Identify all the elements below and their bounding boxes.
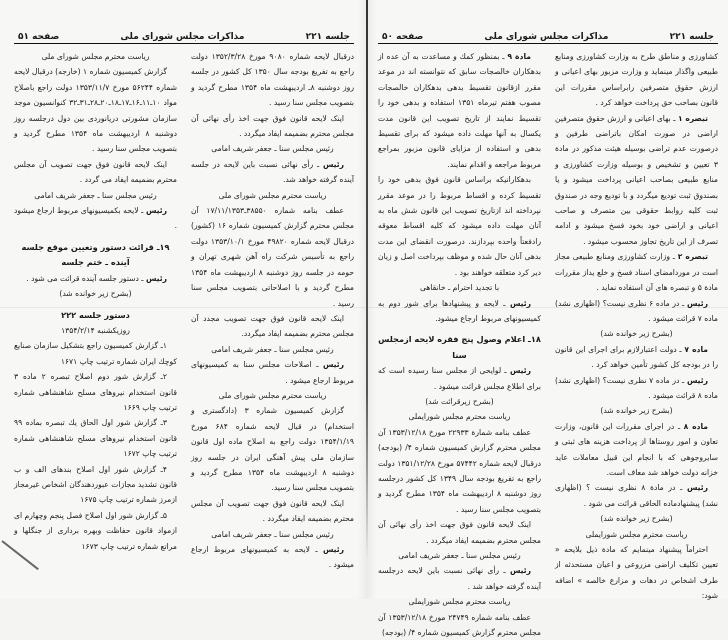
publication-title: مذاکرات مجلس شورای ملی	[120, 32, 245, 42]
centered-line: (بشرح زیر خوانده شد)	[600, 329, 673, 339]
paragraph: درقبال لایحه شماره ۹۰۸۰ مورخ ۱۳۵۲/۳/۲۸ دولت راجع به تفریغ بودجه سال ۱۳۵۰ کل کشور در جلسه روز دوشنبه ۸ـ اردیبهشت ماه ۱۳۵۴ مطرح گردید و بتصویب مجلس سنا رسید .	[191, 52, 355, 108]
speaker-text: ـ در ماده ۷ نظری نیست؟ (اظهاری نشد) ماده ۸ قرائت میشود .	[555, 375, 718, 400]
speaker-text: ـ اصلاحات مجلس سنا به کمیسیونهای مربوط ارجاع میشود .	[191, 360, 354, 385]
speaker-text: ـ رأی نهائی نسبت باین لایحه در جلسه آینده گرفته خواهد شد.	[191, 159, 354, 185]
speaker-paragraph	[555, 342, 718, 373]
centered-line: ریاست محترم مجلس شورای ملی	[218, 390, 327, 400]
speaker-paragraph	[14, 271, 177, 286]
right-page-right-column	[555, 49, 718, 640]
paragraph: اینک لایحه قانون فوق جهت تصویب آن مجلس محترم بضمیمه ایفاد میگردد .	[191, 498, 354, 524]
speaker-paragraph	[191, 357, 354, 388]
speaker-paragraph	[555, 249, 718, 295]
centered-line: (بشرح زیر خوانده شد)	[59, 289, 132, 299]
centered-line: رئیس مجلس سنا ـ جعفر شریف امامی	[34, 190, 157, 200]
speaker-label: ماده ۷	[684, 344, 709, 354]
speaker-text: ـ وزارت کشاورزی ومنابع طبیعی مجاز است در موردامضای اسناد فسخ و خلع یداز مقررات مادة ۵ و تبصره های آن استفاده نماید .	[555, 252, 718, 293]
speaker-text: ـ دولت اعتبارلازم برای اجرای این قانون را در بودجه کل کشور تأمین خواهد کرد .	[555, 344, 718, 370]
speaker-label: رئیس	[145, 206, 167, 216]
speaker-paragraph	[14, 203, 177, 234]
paragraph: اینک لایحه قانون فوق جهت تصویب مجدد آن مجلس محترم بضمیمه ایفاد میگردد.	[191, 313, 354, 339]
speaker-paragraph	[555, 111, 718, 250]
right-page-header	[378, 30, 718, 44]
speaker-text: ـ در مادة ۸ نظری نیست ؟ (اظهاری نشد) پیشنهادماده الحاقی قرائت می شود .	[555, 483, 718, 508]
paragraph: کشاورزی و مناطق طرح به وزارت کشاورزی ومنابع طبیعی واگذار مینماید و وزارت مزبور بهای اعیانی و ارزش حقوق متصرفین رابراساس مقررات این قانون بصاحب حق پرداخت خواهد کرد .	[555, 52, 718, 108]
session-number: جلسه ۲۲۱	[305, 32, 350, 42]
speaker-label: ماده ۸	[683, 421, 709, 431]
centered-line: رئیس مجلس سنا ـ جعفر شریف امامی	[211, 144, 334, 154]
paragraph: اینک لایحه قانون فوق جهت تصویب آن مجلس محترم بضمیمه ایفاد می گردد .	[14, 159, 177, 185]
paragraph: گزارش کمیسیون شماره ۳ (دادگستری و استخدام) در قبال لایحه شماره ۶۸۴ مورخ ۱۳۵۴/۱/۱۹ دولت راجع به اصلاح ماده اول قانون سازمان ملی پیش آهنگی ایران در جلسه روز دوشنبه ۸ اردیبهشت ماه ۱۳۵۴ مطرح گردید و بتصویب مجلس سنا رسید.	[191, 406, 354, 493]
paragraph: اینک لایحه قانون فوق جهت اخذ رأی نهائی آن مجلس محترم بضمیمه ایفاد میگردد .	[191, 113, 354, 139]
speaker-label: رئیس	[322, 545, 344, 554]
speaker-label: رئیس	[686, 375, 708, 385]
speaker-label: رئیس	[686, 483, 709, 493]
left-page-right-column	[191, 49, 354, 573]
speaker-paragraph	[191, 157, 354, 188]
left-page-columns	[14, 49, 354, 573]
centered-line: رئیس مجلس سنا ـ جعفر شریف امامی	[211, 529, 334, 539]
speaker-text: ـ لوایحی از مجلس سنا رسیده است که برای اطلاع مجلس قرائت میشود .	[378, 366, 541, 391]
right-page	[378, 30, 718, 640]
speaker-label: رئیس	[509, 366, 531, 376]
speaker-text: ـ رأی نهائی نسبت باین لایحه درجلسه آینده گرفته خواهد شد .	[378, 566, 541, 591]
speaker-label: رئیس	[322, 360, 344, 370]
speaker-label: رئیس	[509, 298, 531, 308]
paragraph: عطف بنامه شماره ۳۸۵۵۰ـ۱۷/۱۱/۱۳۵۳ آن مجلس محترم گزارش کمیسیون شماره ۱۶ (کشور) درقبال لایحه شماره ۴۹۸۲۰ مورخ ۱۳۵۳/۱۰/۱ دولت راجع به تأسیس شرکت راه آهن شهری تهران و حومه در جلسه روز دوشنبه ۸ اردیبهشت ماه ۱۳۵۴ مطرح گردید و با اصلاحاتی بتصویب مجلس سنا رسید .	[191, 206, 355, 308]
paragraph: ۱ـ گزارش کمیسیون راجع بتشکیل سازمان صنایع کوچك ایران شماره ترتیب چاپ ۱۶۷۱	[14, 341, 177, 366]
speaker-label: تبصره ۲	[677, 252, 708, 262]
speaker-paragraph	[555, 296, 718, 327]
speaker-text: ـ بمنظور کمك و مساعدت به آن عده از بدهکاران خالصجات سابق که نتوانسته اند در موعد مقرر ازقانون تقسیط بدهی بدهکاران خالصجات مصوب هفتم تیرماه ۱۳۵۱ استفاده و بدهی خود را تقسیط نمایند از تاریخ تصویب این قانون مدت یکسال به آنها مهلت داده میشود که برای تقسیط بدهی و استفاده از مزایای قانون مزبور بمراجع مربوط مراجعه و اقدام نمایند.	[378, 52, 541, 169]
speaker-label: رئیس	[686, 298, 708, 308]
section-heading: دستور جلسه ۲۲۲	[61, 309, 130, 320]
speaker-label: تبصره ۱	[677, 113, 708, 123]
publication-title: مذاکرات مجلس شورای ملی	[484, 32, 609, 42]
speaker-paragraph	[191, 542, 354, 573]
speaker-text: ـ لایحه به کمیسیونهای مربوط ارجاع میشود .	[191, 545, 354, 570]
centered-line: (بشرح زیرقرائت شد)	[425, 396, 494, 406]
session-number: جلسه ۲۲۱	[669, 32, 714, 42]
right-page-columns	[378, 49, 718, 640]
speaker-label: مادة ۹	[507, 52, 531, 61]
centered-line: (بشرح زیر خوانده شد)	[600, 514, 673, 524]
paragraph: احتراماً پیشنهاد مینمایم که مادة ذیل بلایحه « تعیین تکلیف اراضی مزروعی و اعیان مستحدثه از طرف اشخاص در دهات و مزارع خالصه » اضافه شود:	[555, 545, 718, 601]
speaker-paragraph	[378, 363, 541, 394]
speaker-text: ـ لایحه و پیشنهادها برای شور دوم به کمیسیونهای مربوط ارجاع میشود.	[378, 298, 541, 323]
right-page-left-column	[378, 49, 541, 640]
speaker-paragraph	[378, 563, 541, 594]
speaker-label: رئیس	[509, 566, 531, 576]
centered-line: (بشرح زیر خوانده شد)	[600, 406, 673, 416]
centered-line: ریاست محترم مجلس شورایملی	[408, 597, 511, 607]
left-page-left-column	[14, 49, 177, 573]
speaker-paragraph	[555, 373, 718, 404]
paragraph: عطف بنامه شماره ۲۴۷۴۹ مورخ ۱۳۵۳/۱۲/۱۸ آن مجلس محترم گزارش کمیسیون شماره ۴/ (بودجه)	[378, 612, 541, 638]
speaker-paragraph	[555, 419, 718, 481]
paragraph: گزارش کمیسیون شماره ۱ (خارجه) درقبال لایحه شماره ۵۶۲۴۴ مورخ ۱۳۵۳/۱۱/۷ دولت راجع باصلاح مواد ۱۰ـ۱۱ـ۱۶ـ۱۷ـ۱۸ـ۲۰ـ۲۸ـ۳۱ـ۳۲ کنوانسیون موجد سازمان مشورتی دریانوردی بین دول درجلسه روز دوشنبه ۸ اردیبهشت ماه ۱۳۵۴ مطرح گردید و بتصویب مجلس سنا رسید .	[14, 67, 177, 154]
paragraph: ۳ـ گزارش شور اول الحاق یك تبصره بماده ۹۹ قانون استخدام نیروهای مسلح شاهنشاهی شماره ترتیب چاپ ۱۶۷۲	[14, 418, 177, 459]
centered-line: ریاست محترم مجلس شورای ملی	[218, 190, 327, 200]
paragraph: ۲ـ گزارش شور دوم اصلاح تبصره ۲ ماده ۳ قانون استخدام نیروهای مسلح شاهنشاهی شماره ترتیب چاپ ۱۶۶۹	[14, 372, 177, 412]
section-heading: ۱۹ـ قرائت دستور وتعیین موقع جلسه آینده ـ ختم جلسه	[21, 241, 170, 268]
paragraph: عطف بنامه شمارة ۲۲۹۳۳ مورخ ۱۳۵۳/۱۲/۱۸ آن مجلس محترم گزارش کمیسیون شماره ۴/ (بودجه) درقبال لایحه شماره ۵۷۴۴۲ مورخ ۱۳۵۱/۱۲/۲۸ دولت راجع به تفریغ بودجه سال ۱۳۴۹ کل کشور درجلسه روز دوشنبه ۸ اردیبهشت ماه ۱۳۵۴ مطرح گردید و بتصویب مجلس سنا رسید .	[378, 427, 542, 514]
speaker-paragraph	[378, 49, 541, 172]
centered-line: ریاست محترم مجلس شورایملی	[408, 412, 511, 422]
speaker-text: ـ بهای اعیانی و ارزش حقوق متصرفین اراضی در صورت امکان باتراضی طرفین و درصورت عدم تراضی بوسیله هیئت مذکور در مادة ۳ تعیین و تشخیص و بوسیله وزارت کشاورزی و منابع طبیعی بصاحب اعیانی پرداخت میشود و یا بصندوق ثبت تودیع میگردد و با تودیع وجه در صندوق ثبت کلیه روابط حقوقی بین متصرف و صاحب اعیانی و اراضی خود بخود فسخ میشود و ادامه تصرف از این تاریخ تجاوز محسوب میشود .	[555, 113, 718, 246]
page-number: صفحه ۵۰	[382, 32, 424, 42]
speaker-paragraph	[378, 296, 541, 327]
centered-line: ریاست محترم مجلس شورای ملی	[41, 52, 150, 61]
centered-line: رئیس مجلس سنا ـ جعفر شریف امامی	[398, 551, 521, 560]
centered-line: رئیس مجلس سنا ـ جعفر شریف امامی	[211, 344, 334, 354]
speaker-label: رئیس	[322, 159, 344, 169]
left-page-header	[14, 30, 354, 44]
paragraph: بدهکارانیکه براساس قانون فوق بدهی خود را تقسیط کرده و اقساط مربوط را در موعد مقرر نپرداخته اند ازتاریخ تصویب این قانون شش ماه به آنان مهلت داده میشود که کلیه اقساط معوقه رادفعتاً واحده بپردازند. درصورت انقضای این مدت بدهی آنان حال شده و موظف بپرداخت اصل و زیان دیر کرد متعلقه خواهند بود .	[378, 175, 541, 277]
paragraph: اینک لایحه قانون فوق جهت اخذ رأی نهائی آن مجلس محترم بضمیمه ایفاد میگردد .	[378, 520, 541, 545]
paragraph: ۴ـ گزارش شور اول اصلاح بندهای الف و ب قانون تشدید مجازات عبوردهندگان اشخاص غیرمجاز ازمرز شماره ترتیب چاپ ۱۶۷۵	[14, 464, 177, 505]
left-page	[14, 30, 354, 573]
section-heading: ۱۸ـ اعلام وصول پنج فقره لایحه ازمجلس سنا	[378, 334, 541, 360]
centered-line: روزیکشنبه ۱۳۵۴/۲/۱۴	[61, 325, 130, 335]
speaker-text: ـ در اجرای مقررات این قانون، وزارت تعاون و امور روستاها از پرداخت هزینه های ثبتی و سایروجوهی که با انجام این قبیل معاملات عاید خزانه دولت خواهد شد معاف است.	[555, 421, 718, 477]
speaker-text: ـ در ماده ۶ نظری نیست؟ (اظهاری نشد) ماده ۷ قرائت میشود .	[555, 298, 718, 323]
speaker-label: رئیس	[145, 273, 167, 283]
page-number: صفحه ۵۱	[18, 32, 60, 42]
centered-line: با تجدید احترام ـ خانقاهی	[419, 283, 500, 293]
paragraph: ۵ـ گزارش شور اول اصلاح فصل پنجم وچهارم ای ازمواد قانون حفاظت وبهره برداری از جنگلها و مراتع شماره ترتیب چاپ ۱۶۷۳	[14, 510, 177, 551]
centered-line: ریاست محترم مجلس شورایملی	[585, 529, 688, 539]
speaker-paragraph	[555, 480, 718, 511]
page-fold-line	[366, 0, 368, 560]
speaker-text: ـ دستور جلسه آینده قرائت می شود .	[26, 273, 146, 283]
speaker-text: ـ لایحه بکمیسیونهای مربوط ارجاع میشود .	[14, 206, 177, 231]
